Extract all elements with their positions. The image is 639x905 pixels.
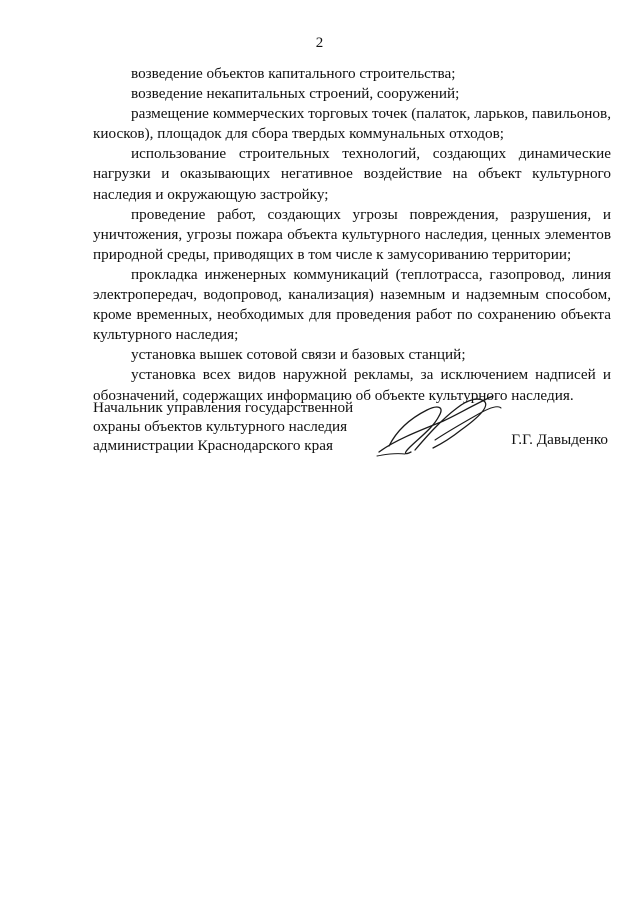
signer-position-line: охраны объектов культурного наследия	[93, 418, 348, 435]
signature-block	[93, 398, 611, 468]
document-body	[93, 64, 611, 406]
page-number: 2	[315, 35, 324, 51]
paragraph: использование строительных технологий, создающих динамические нагрузки и оказывающих негативное воздействие на объект культурного наследия и окружающую застройку;	[93, 145, 611, 203]
signer-name: Г.Г. Давыденко	[511, 431, 608, 448]
signature-stroke	[435, 407, 501, 440]
signer-position	[93, 398, 373, 455]
signature-stroke	[377, 454, 405, 456]
paragraph: установка вышек сотовой связи и базовых станций;	[131, 346, 466, 364]
signature-stroke	[415, 399, 486, 450]
signer-position-line: Начальник управления государственной	[93, 399, 354, 416]
paragraph: возведение некапитальных строений, сооружений;	[131, 85, 460, 103]
handwritten-signature	[375, 390, 503, 464]
paragraph: проведение работ, создающих угрозы повреждения, разрушения, и уничтожения, угрозы пожара объекта культурного наследия, ценных элементов природной среды, приводящих в том числе к замусориванию территории;	[93, 205, 611, 263]
paragraph: возведение объектов капитального строительства;	[131, 65, 456, 82]
signer-position-line: администрации Краснодарского края	[93, 437, 333, 454]
paragraph: установка всех видов наружной рекламы, за исключением надписей и обозначений, содержащих информацию об объекте культурного наследия.	[93, 366, 611, 404]
paragraph: прокладка инженерных коммуникаций (теплотрасса, газопровод, линия электропередач, водопровод, канализация) наземным и надземным способом, кроме временных, необходимых для проведения работ по сохранению объекта культурного наследия;	[93, 265, 611, 344]
paragraph: размещение коммерческих торговых точек (палаток, ларьков, павильонов, киосков), площадок для сбора твердых коммунальных отходов;	[93, 105, 611, 143]
signature-stroke	[379, 396, 493, 452]
